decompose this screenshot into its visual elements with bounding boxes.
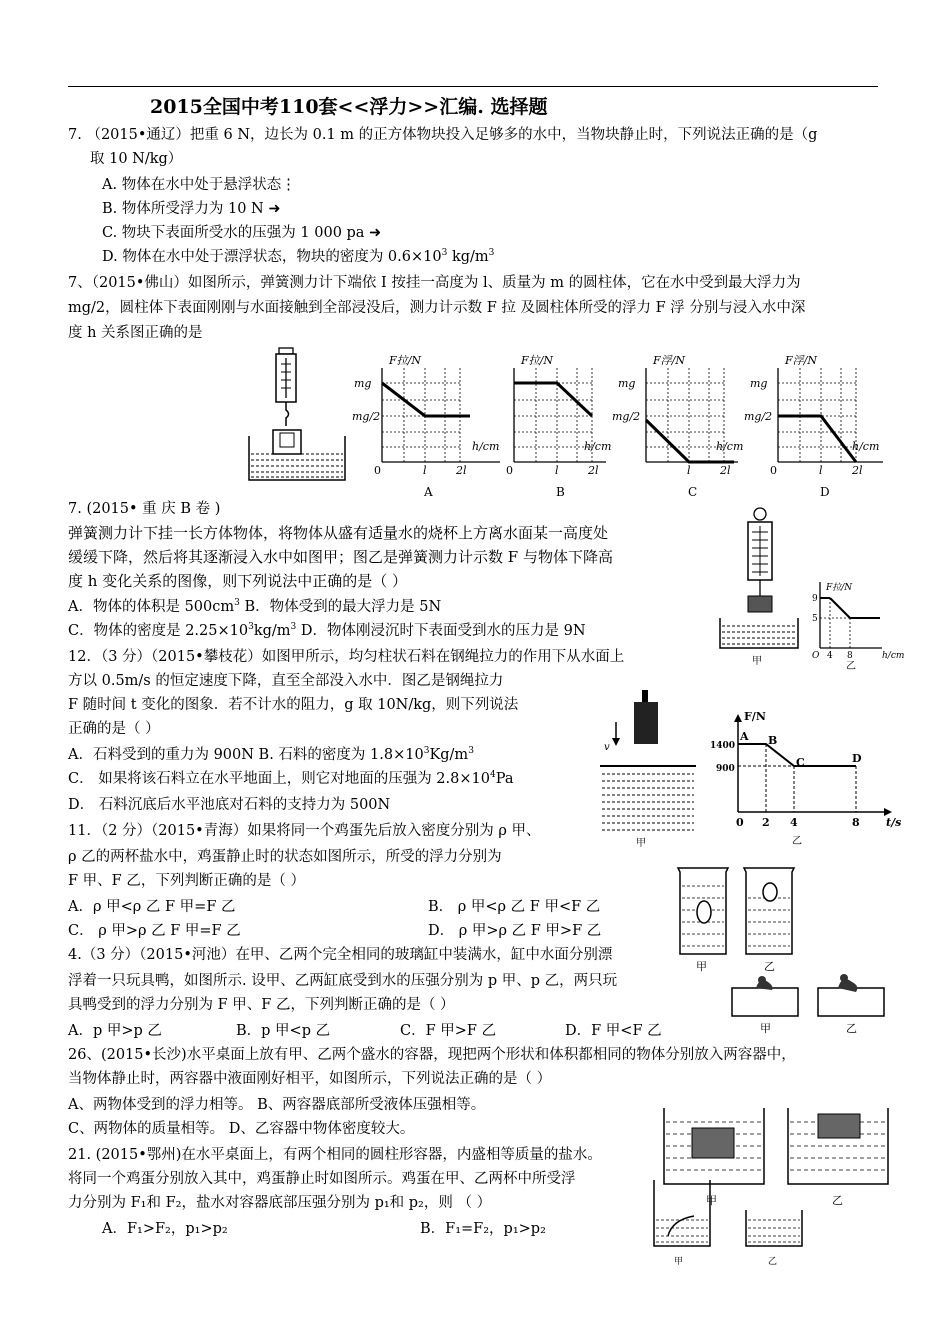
q6-figure (726, 972, 896, 1036)
q3-graph-ytitle: F拉/N (826, 583, 853, 593)
q2a-y2: mg/2 (352, 410, 381, 423)
q2c-ytitle: F浮/N (653, 354, 685, 367)
q3-graph-xt: h/cm (882, 651, 905, 661)
q4-fig-yi: 乙 (792, 836, 802, 847)
q5-option-d: D． ρ 甲>ρ 乙 F 甲>F 乙 (428, 923, 602, 939)
q2-stem-line3: 度 h 关系图正确的是 (68, 325, 203, 341)
q2b-x1: l (555, 464, 559, 477)
q6-option-b: B．p 甲<p 乙 (236, 1023, 331, 1039)
q4-graph-xt: t/s (886, 816, 902, 829)
q4-fig-v: v (604, 742, 610, 753)
q2-graph-d (744, 354, 883, 499)
q7-options-cd: C、两物体的质量相等。 D、乙容器中物体密度较大。 (68, 1121, 415, 1137)
q7-line1: 26、(2015•长沙)水平桌面上放有甲、乙两个盛水的容器，现把两个形状和体积都相同的物体分别放入两容器中， (68, 1047, 796, 1063)
q5-option-a: A．ρ 甲<ρ 乙 F 甲=F 乙 (68, 899, 236, 915)
q8-option-a: A．F₁>F₂，p₁>p₂ (102, 1221, 228, 1237)
q8-figure (648, 1176, 808, 1270)
q7-fig-yi: 乙 (832, 1194, 843, 1207)
q4-point-a: A (740, 730, 749, 743)
q2d-xt: h/cm (852, 440, 880, 453)
q2c-y1: mg (618, 377, 636, 390)
q1-stem-line2: 取 10 N/kg） (90, 151, 183, 167)
top-rule (68, 86, 878, 87)
q6-option-d: D．F 甲<F 乙 (565, 1023, 662, 1039)
q2d-label: D (820, 485, 830, 499)
q4-point-d: D (852, 752, 862, 765)
q2-stem-line1: 7、（2015•佛山）如图所示，弹簧测力计下端依 I 按挂一高度为 l、质量为 m 的圆柱体，它在水中受到最大浮力为 (68, 275, 801, 291)
q6-line1: 4.（3 分）（2015•河池）在甲、乙两个完全相同的玻璃缸中装满水，缸中水面分别漂 (68, 947, 613, 963)
q3-fig-jia: 甲 (752, 656, 762, 667)
q4-graph-y1400: 1400 (710, 741, 736, 751)
q6-option-c: C．F 甲>F 乙 (400, 1023, 497, 1039)
q4-options-ab: A．石料受到的重力为 900N B. 石料的密度为 $1.8\times 10^3Kg/m^3$ (68, 746, 474, 763)
q2a-label: A (424, 485, 433, 499)
q2-graph-options (352, 350, 887, 500)
q2c-x2: 2l (720, 464, 731, 477)
q2b-o: 0 (506, 464, 513, 477)
q4-option-c: C． 如果将该石料立在水平地面上，则它对地面的压强为 $2.8\times 10^4Pa$ (68, 770, 514, 787)
q3-figure (712, 500, 944, 670)
q3-options-ab: A．物体的体积是 $500cm^3$ B．物体受到的最大浮力是 5N (68, 598, 442, 615)
hand-pointer-icon: ➜ (364, 225, 382, 241)
q3-graph-y9: 9 (812, 594, 818, 604)
q1-stem-line1: 7. （2015•通辽）把重 6 N，边长为 0.1 m 的正方体物块投入足够多的水中，当物块静止时，下列说法正确的是（g (68, 127, 818, 143)
q3-line2: 缓缓下降，然后将其逐渐浸入水中如图甲；图乙是弹簧测力计示数 F 与物体下降高 (68, 548, 613, 566)
q2c-x1: l (687, 464, 691, 477)
q3-graph-o: O (812, 651, 820, 661)
q4-graph-ytitle: F/N (744, 710, 766, 723)
q1-option-c: C. 物块下表面所受水的压强为 1 000 pa ➜ (102, 225, 382, 241)
hand-pointer-icon: ➜ (263, 201, 281, 217)
q2-apparatus-figure (243, 344, 353, 484)
q4-line2: 方以 0.5m/s 的恒定速度下降，直至全部没入水中．图乙是钢绳拉力 (68, 673, 504, 689)
q6-fig-jia: 甲 (760, 1022, 771, 1035)
q2c-label: C (688, 485, 698, 499)
q8-line1: 21. (2015•鄂州)在水平桌面上，有两个相同的圆柱形容器，内盛相等质量的盐水。 (68, 1147, 602, 1163)
q2a-ytitle: F拉/N (389, 354, 421, 367)
q2d-y1: mg (750, 377, 768, 390)
q6-fig-yi: 乙 (846, 1022, 857, 1035)
q3-options-cd: C．物体的密度是 $2.25\times 10^3kg/m^3$ D．物体刚浸沉时下表面受到水的压力是 9N (68, 622, 586, 639)
q2d-y2: mg/2 (744, 410, 773, 423)
q5-line2: ρ 乙的两杯盐水中，鸡蛋静止时的状态如图所示，所受的浮力分别为 (68, 849, 502, 865)
q6-line2: 浮着一只玩具鸭，如图所示. 设甲、乙两缸底受到水的压强分别为 p 甲、p 乙，两只玩 (68, 973, 618, 989)
q2-graph-a (352, 354, 500, 499)
q2c-xt: h/cm (716, 440, 744, 453)
q2c-y2: mg/2 (612, 410, 641, 423)
page-title: 2015全国中考110套<<浮力>>汇编. 选择题 (150, 96, 548, 118)
q5-fig-yi: 乙 (764, 960, 775, 973)
q2d-o: 0 (770, 464, 777, 477)
q2b-label: B (556, 485, 565, 499)
q4-graph-x0: 0 (736, 816, 744, 829)
q4-line3: F 随时间 t 变化的图象．若不计水的阻力，g 取 10N/kg，则下列说法 (68, 697, 519, 713)
q8-line2: 将同一个鸡蛋分别放入其中，鸡蛋静止时如图所示。鸡蛋在甲、乙两杯中所受浮 (68, 1171, 576, 1187)
q2b-x2: 2l (588, 464, 599, 477)
q7-fig-jia: 甲 (706, 1194, 717, 1207)
q1-option-b: B. 物体所受浮力为 10 N ➜ (102, 201, 281, 217)
q3-graph-y5: 5 (812, 614, 818, 624)
q2b-ytitle: F拉/N (521, 354, 553, 367)
q6-option-a: A．p 甲>p 乙 (68, 1023, 162, 1039)
q4-figure (594, 682, 902, 850)
q4-fig-jia: 甲 (636, 838, 646, 849)
q2a-x1: l (423, 464, 427, 477)
q3-graph-x4: 4 (827, 651, 833, 661)
q5-fig-jia: 甲 (696, 960, 707, 973)
q2b-xt: h/cm (584, 440, 612, 453)
q4-option-d: D． 石料沉底后水平池底对石料的支持力为 500N (68, 797, 391, 813)
q3-line3: 度 h 变化关系的图像，则下列说法中正确的是（ ） (68, 572, 407, 590)
q4-line1: 12．（3 分）（2015•攀枝花）如图甲所示，均匀柱状石料在钢绳拉力的作用下从水面上 (68, 649, 625, 665)
q2d-x2: 2l (852, 464, 863, 477)
q4-point-b: B (768, 734, 778, 747)
q3-head: 7. (2015• 重 庆 B 卷 ) (68, 501, 221, 517)
q8-option-b: B．F₁=F₂，p₁>p₂ (420, 1221, 546, 1237)
q1-option-a: A. 物体在水中处于悬浮状态⋮ (102, 177, 296, 193)
q4-graph-x8: 8 (852, 816, 860, 829)
q8-line3: 力分别为 F₁和 F₂，盐水对容器底部压强分别为 p₁和 p₂，则 （ ） (68, 1195, 492, 1211)
q2d-x1: l (819, 464, 823, 477)
q1-option-d: D. 物体在水中处于漂浮状态，物块的密度为 $0.6\times 10^3$ $kg/m^3$ (102, 248, 495, 265)
q4-graph-x2: 2 (762, 816, 770, 829)
q5-line1: 11．（2 分）（2015•青海）如果将同一个鸡蛋先后放入密度分别为 ρ 甲、 (68, 823, 541, 839)
q2a-x2: 2l (456, 464, 467, 477)
q4-graph-x4: 4 (790, 816, 798, 829)
q3-graph-x8: 8 (847, 651, 853, 661)
q5-option-c: C． ρ 甲>ρ 乙 F 甲=F 乙 (68, 923, 241, 939)
q3-fig-yi: 乙 (846, 661, 856, 672)
q8-fig-jia: 甲 (674, 1257, 684, 1267)
q7-options-ab: A、两物体受到的浮力相等。 B、两容器底部所受液体压强相等。 (68, 1097, 486, 1113)
q8-fig-yi: 乙 (768, 1257, 778, 1267)
q4-graph-y900: 900 (716, 764, 735, 774)
q2a-y1: mg (354, 377, 372, 390)
q4-line4: 正确的是（ ） (68, 721, 160, 737)
q2a-o: 0 (374, 464, 381, 477)
q2a-xt: h/cm (472, 440, 500, 453)
q2-stem-line2: mg/2，圆柱体下表面刚刚与水面接触到全部浸没后，测力计示数 F 拉 及圆柱体所受的浮力 F 浮 分别与浸入水中深 (68, 300, 806, 316)
q5-line3: F 甲、F 乙，下列判断正确的是（ ） (68, 873, 305, 889)
q6-line3: 具鸭受到的浮力分别为 F 甲、F 乙，下列判断正确的是（ ） (68, 997, 455, 1013)
q2-graph-b (506, 354, 611, 499)
q7-line2: 当物体静止时，两容器中液面刚好相平，如图所示，下列说法正确的是（ ） (68, 1071, 552, 1087)
q5-figure (672, 862, 802, 974)
q2-graph-c (612, 354, 743, 499)
q5-option-b: B． ρ 甲<ρ 乙 F 甲<F 乙 (428, 899, 601, 915)
q3-line1: 弹簧测力计下挂一长方体物体，将物体从盛有适量水的烧杯上方离水面某一高度处 (68, 524, 609, 542)
q2d-ytitle: F浮/N (785, 354, 817, 367)
q4-point-c: C (796, 756, 805, 769)
